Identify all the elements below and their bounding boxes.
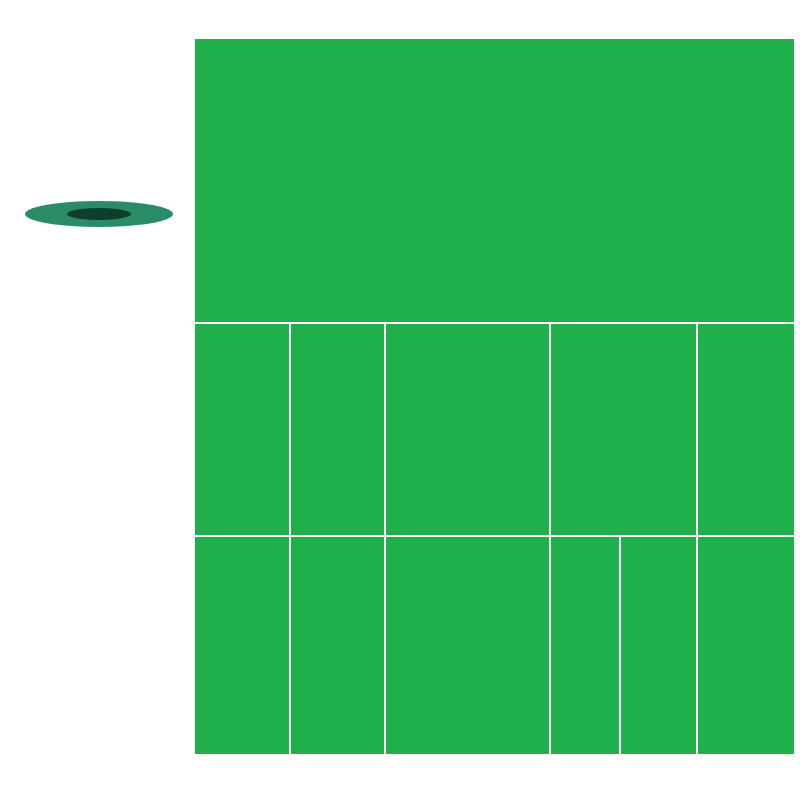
header-inner-dia [290,323,385,537]
header-row-labels [194,323,795,537]
header-max-compress [385,323,550,537]
header-max-pressure [550,323,697,537]
header-length [697,323,795,537]
green-die-spring-image [18,200,180,616]
die-spring-spec-table [193,37,796,756]
header-outer-dia [194,323,290,537]
unit-n [620,536,697,755]
table-title [194,38,795,323]
unit-compress [385,536,550,755]
unit-length [697,536,795,755]
header-row-units [194,536,795,755]
unit-inner-dia [290,536,385,755]
unit-outer-dia [194,536,290,755]
unit-kg [550,536,620,755]
title-row [194,38,795,323]
